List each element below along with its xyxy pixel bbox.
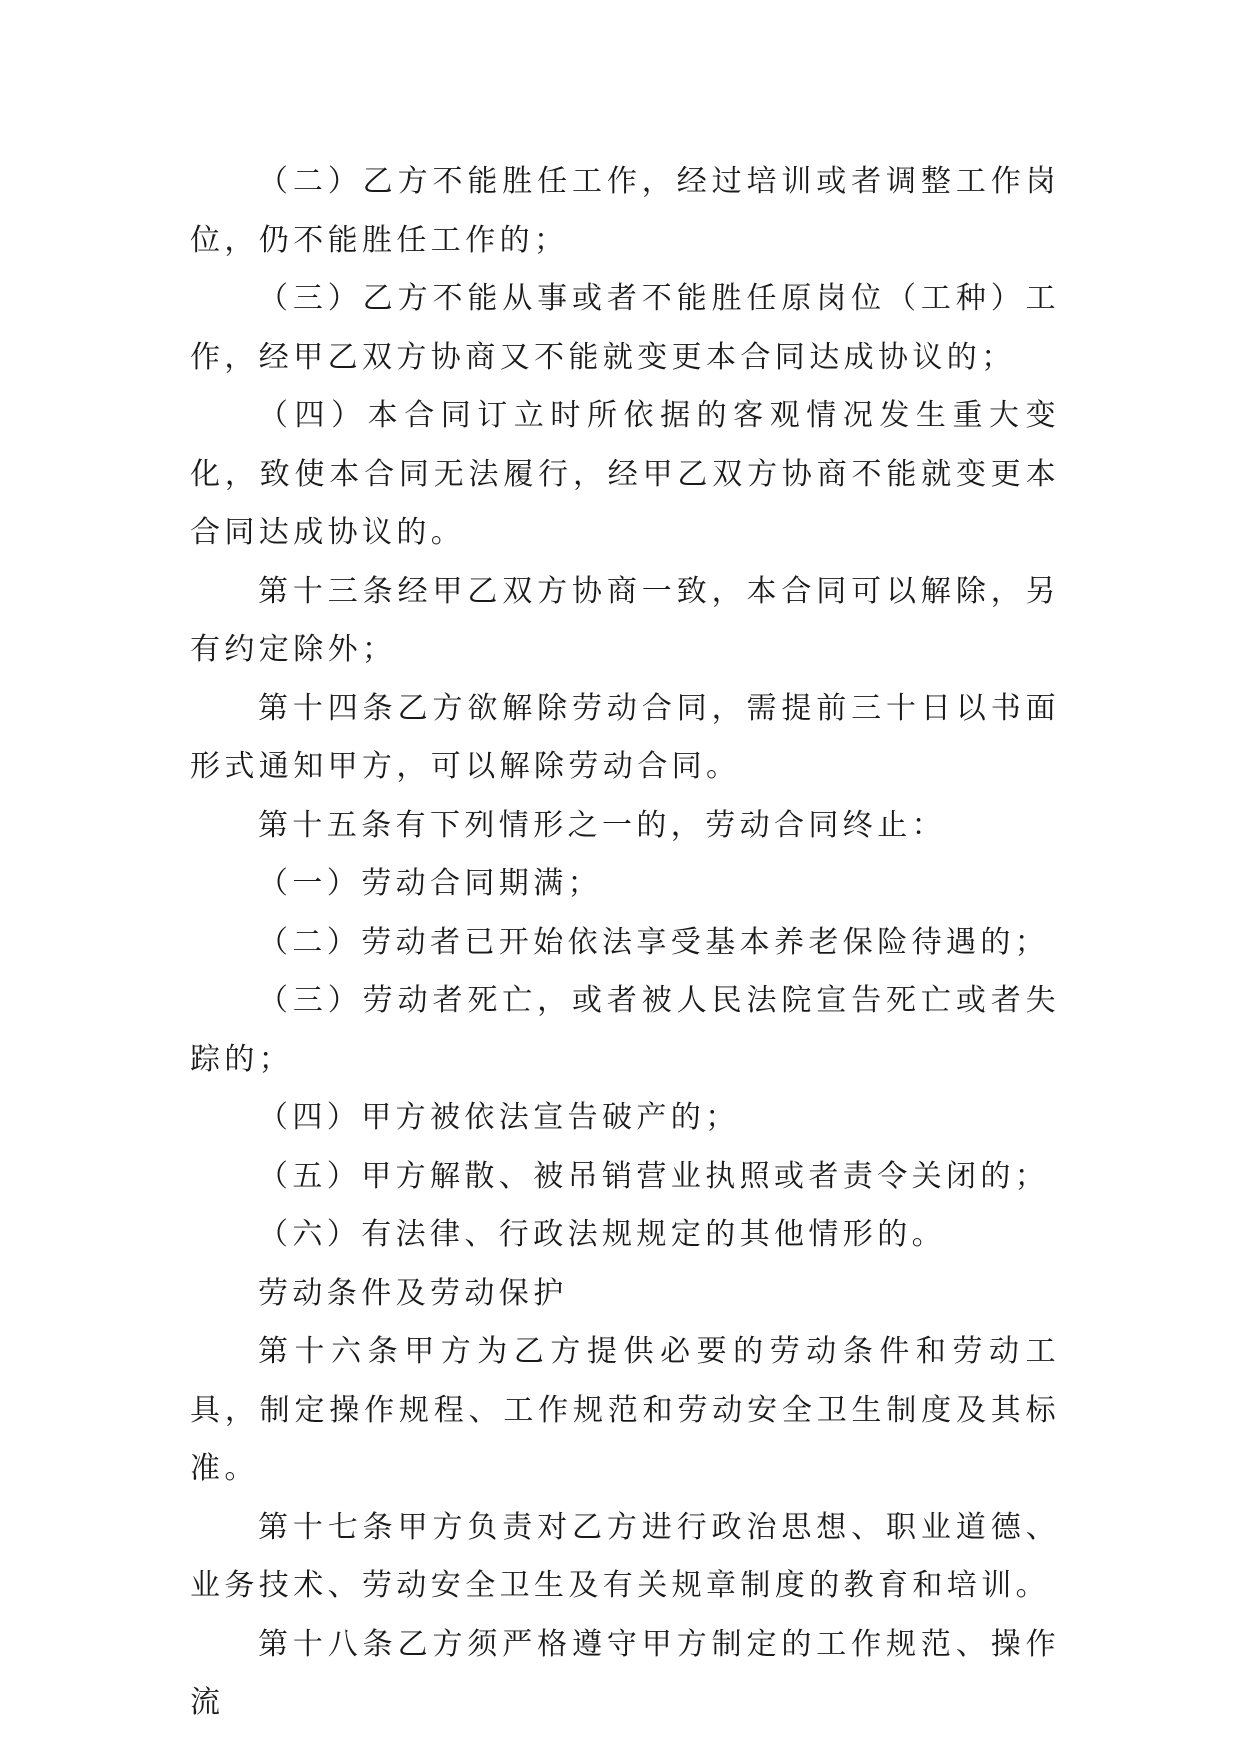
paragraph-clause-2: （二）乙方不能胜任工作，经过培训或者调整工作岗位，仍不能胜任工作的； [190, 164, 1060, 258]
paragraph-termination-5: （五）甲方解散、被吊销营业执照或者责令关闭的； [258, 1158, 1050, 1194]
paragraph-termination-3: （三）劳动者死亡，或者被人民法院宣告死亡或者失踪的； [190, 983, 1060, 1077]
section-heading: 劳动条件及劳动保护 [258, 1275, 568, 1311]
paragraph-termination-1: （一）劳动合同期满； [258, 866, 602, 901]
paragraph-article-17: 第十七条甲方负责对乙方进行政治思想、职业道德、业务技术、劳动安全卫生及有关规章制度的教育和培训。 [190, 1509, 1060, 1603]
paragraph-termination-2: （二）劳动者已开始依法享受基本养老保险待遇的； [258, 924, 1050, 960]
paragraph-article-14: 第十四条乙方欲解除劳动合同，需提前三十日以书面形式通知甲方，可以解除劳动合同。 [190, 690, 1060, 784]
paragraph-article-13: 第十三条经甲乙双方协商一致，本合同可以解除，另有约定除外； [190, 573, 1060, 667]
paragraph-article-15: 第十五条有下列情形之一的，劳动合同终止： [258, 807, 946, 843]
paragraph-article-18: 第十八条乙方须严格遵守甲方制定的工作规范、操作流 [190, 1626, 1060, 1720]
paragraph-clause-4: （四）本合同订立时所依据的客观情况发生重大变化，致使本合同无法履行，经甲乙双方协商不能就变更本合同达成协议的。 [190, 398, 1060, 550]
document-page [190, 153, 1060, 1733]
paragraph-clause-3: （三）乙方不能从事或者不能胜任原岗位（工种）工作，经甲乙双方协商又不能就变更本合同达成协议的； [190, 281, 1060, 375]
paragraph-article-16: 第十六条甲方为乙方提供必要的劳动条件和劳动工具，制定操作规程、工作规范和劳动安全卫生制度及其标准。 [190, 1334, 1060, 1486]
paragraph-termination-6: （六）有法律、行政法规规定的其他情形的。 [258, 1217, 946, 1252]
paragraph-termination-4: （四）甲方被依法宣告破产的； [258, 1100, 740, 1135]
